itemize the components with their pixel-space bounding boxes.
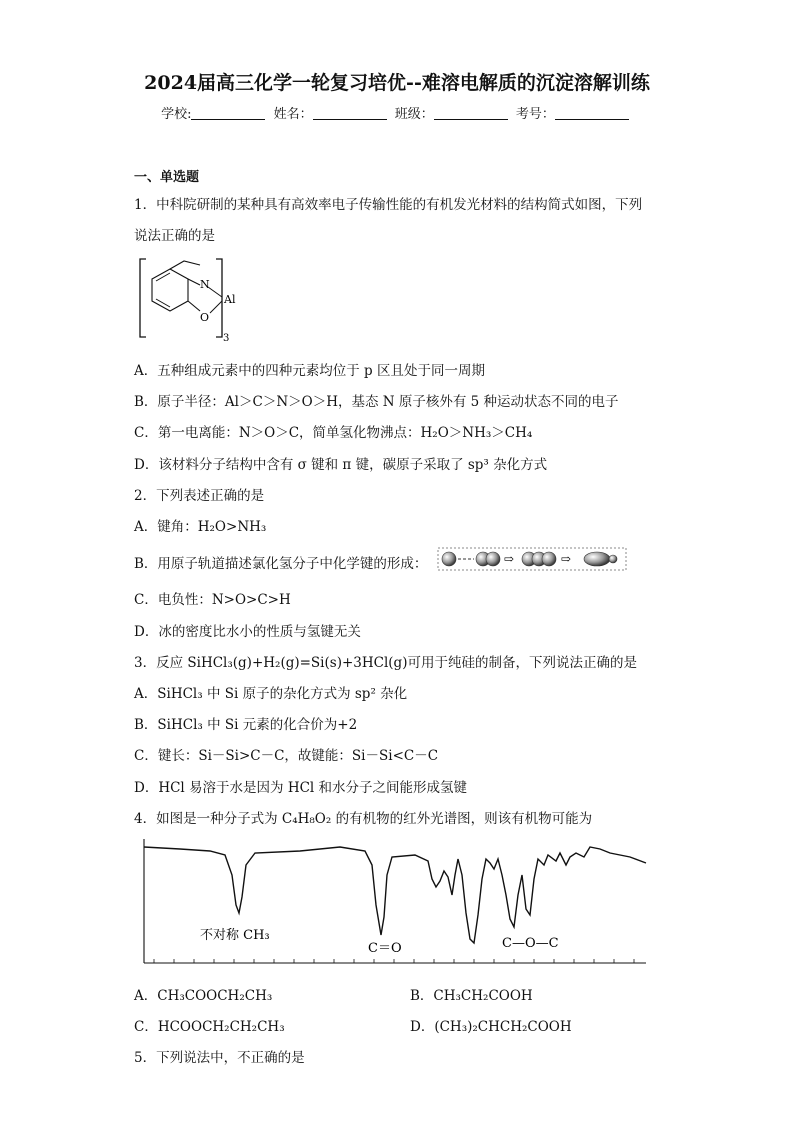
- exam-no-blank: [555, 105, 629, 120]
- name-blank: [313, 105, 387, 120]
- bracket-subscript: 3: [223, 333, 230, 344]
- bracket-left: [140, 259, 146, 337]
- q1-structure-figure: [134, 255, 254, 345]
- atom-al: Al: [224, 293, 236, 306]
- student-info-row: [0, 103, 794, 122]
- q1-option-b: B．原子半径：Al＞C＞N＞O＞H，基态 N 原子核外有 5 种运动状态不同的电子: [134, 394, 619, 410]
- svg-text:⇨: ⇨: [504, 552, 515, 566]
- q4-option-c: C．HCOOCH₂CH₂CH₃: [134, 1019, 285, 1035]
- page-title: 2024届高三化学一轮复习培优--难溶电解质的沉淀溶解训练: [144, 72, 650, 94]
- q1-option-d: D．该材料分子结构中含有 σ 键和 π 键，碳原子采取了 sp³ 杂化方式: [134, 457, 548, 473]
- bracket-right: [216, 259, 222, 337]
- q1-option-c: C．第一电离能：N＞O＞C，简单氢化物沸点：H₂O＞NH₃＞CH₄: [134, 425, 533, 441]
- q5-stem: 5．下列说法中，不正确的是: [134, 1050, 305, 1066]
- q3-option-d: D．HCl 易溶于水是因为 HCl 和水分子之间能形成氢键: [134, 780, 468, 796]
- school-label: 学校:: [161, 107, 192, 122]
- q2-option-d: D．冰的密度比水小的性质与氢键无关: [134, 624, 361, 640]
- label-c-o-double: C＝O: [368, 941, 402, 956]
- q4-option-b: B．CH₃CH₂COOH: [410, 988, 533, 1004]
- exam-no-label: 考号：: [515, 107, 555, 122]
- q2-option-b: B．用原子轨道描述氯化氢分子中化学键的形成：: [134, 556, 428, 572]
- q3-stem: 3．反应 SiHCl₃(g)+H₂(g)=Si(s)+3HCl(g)可用于纯硅的制备，下列说法正确的是: [134, 655, 637, 671]
- q2-option-c: C．电负性：N>O>C>H: [134, 592, 291, 608]
- q1-stem-line2: 说法正确的是: [134, 228, 215, 244]
- q4-stem: 4．如图是一种分子式为 C₄H₈O₂ 的有机物的红外光谱图，则该有机物可能为: [134, 811, 593, 827]
- school-blank: [191, 105, 265, 120]
- q2-option-a: A．键角：H₂O>NH₃: [134, 519, 267, 535]
- q3-option-c: C．键长：Si－Si>C－C，故键能：Si－Si<C－C: [134, 748, 439, 764]
- q1-option-a: A．五种组成元素中的四种元素均位于 p 区且处于同一周期: [134, 363, 485, 379]
- label-c-o-c: C—O—C: [502, 936, 559, 951]
- class-blank: [434, 105, 508, 120]
- section-heading: 一、单选题: [134, 170, 200, 185]
- ir-spectrum-figure: [140, 835, 650, 970]
- q2-stem: 2．下列表述正确的是: [134, 488, 265, 504]
- q3-option-b: B．SiHCl₃ 中 Si 元素的化合价为+2: [134, 717, 358, 733]
- orbital-overlap-figure: [437, 547, 627, 571]
- q1-stem-line1: 1．中科院研制的某种具有高效率电子传输性能的有机发光材料的结构简式如图，下列: [134, 197, 643, 213]
- atom-n: N: [200, 278, 210, 291]
- class-label: 班级：: [394, 107, 434, 122]
- svg-text:⇨: ⇨: [561, 552, 572, 566]
- benzene-ring: [152, 269, 188, 311]
- label-asym-ch3: 不对称 CH₃: [200, 928, 270, 943]
- name-label: 姓名：: [273, 107, 313, 122]
- q4-option-d: D．(CH₃)₂CHCH₂COOH: [410, 1019, 572, 1035]
- q4-option-a: A．CH₃COOCH₂CH₃: [134, 988, 273, 1004]
- atom-o: O: [200, 311, 210, 324]
- q3-option-a: A．SiHCl₃ 中 Si 原子的杂化方式为 sp² 杂化: [134, 686, 408, 702]
